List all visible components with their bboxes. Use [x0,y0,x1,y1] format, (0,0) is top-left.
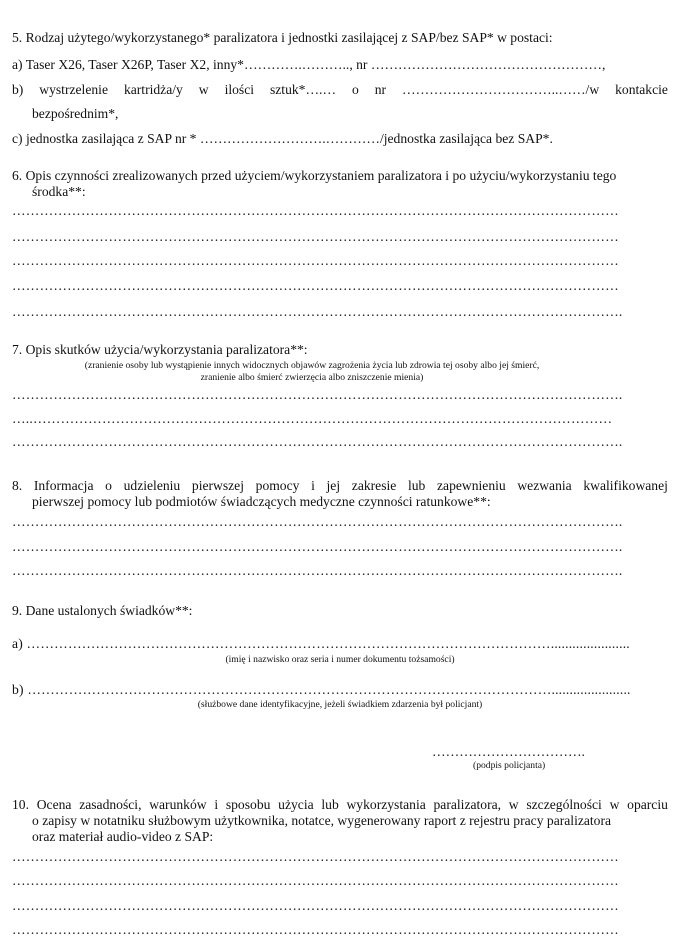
word: Informacja [33,478,94,493]
section-5-item-b [12,82,668,98]
word: wykorzystania [346,797,426,812]
witness-b-line[interactable]: b) ……………………………………………………………………………………………………...................... [12,682,631,697]
word: w [609,797,620,812]
word: lub [321,797,339,812]
answer-line[interactable]: …………………………………………………………………………………………………………………… [12,278,619,293]
answer-line[interactable]: ……………………………………………………………………………………………………………………. [12,514,623,529]
word: zapewnieniu [437,478,506,493]
signature-line[interactable]: ……………………………. [432,744,585,759]
witness-a-caption: (imię i nazwisko oraz seria i numer dokumentu tożsamości) [225,654,455,665]
word: ilości [224,82,255,97]
answer-line[interactable]: …………………………………………………………………………………………………………………… [12,229,619,244]
section-10-heading-line-2: o zapisy w notatniku służbowym użytkownika, notatce, wygenerowany raport z rejestru pracy paralizatora [32,813,612,828]
section-7-heading: 7. Opis skutków użycia/wykorzystania paralizatora**: [12,342,308,357]
word: o [105,478,112,493]
answer-line[interactable]: ……………………………………………………………………………………………………………………. [12,539,623,554]
answer-line[interactable]: …………………………………………………………………………………………………………………… [12,873,619,888]
answer-line[interactable]: ……………………………………………………………………………………………………………………. [12,304,623,319]
word: i [311,478,315,493]
answer-line[interactable]: …..……………………………………………………………………………………………………………… [12,411,613,426]
word: udzieleniu [123,478,181,493]
word: i [214,797,219,812]
answer-line[interactable]: ……………………………………………………………………………………………………………………. [12,387,623,402]
word: oparciu [627,797,668,812]
word: pierwszej [191,478,244,493]
word: pomocy [255,478,300,493]
answer-line[interactable]: …………………………………………………………………………………………………………………… [12,203,619,218]
word: 8. [12,478,23,493]
section-5-item-a: a) Taser X26, Taser X26P, Taser X2, inny*………….……….., nr ……………………………………………, [12,57,606,72]
word: w [508,797,519,812]
word: lub [407,478,426,493]
section-8-heading-line-1 [12,478,668,494]
section-10-heading-line-1 [12,797,668,813]
section-8-heading-line-2: pierwszej pomocy lub podmiotów świadczących medyczne czynności ratunkowe**: [32,494,491,509]
answer-line[interactable]: …………………………………………………………………………………………………………………… [12,253,619,268]
witness-b-caption: (służbowe dane identyfikacyjne, jeżeli świadkiem zdarzenia był policjant) [197,699,483,710]
word: szczególności [526,797,602,812]
section-6-heading-line-2: środka**: [32,184,86,199]
section-5-heading: 5. Rodzaj użytego/wykorzystanego* paralizatora i jednostki zasilającej z SAP/bez SAP* w postaci: [12,30,553,45]
word: paralizatora, [433,797,502,812]
word: zakresie [351,478,397,493]
word: o [352,82,359,97]
word: sposobu [225,797,271,812]
section-10-heading-line-3: oraz materiał audio-video z SAP: [32,829,214,844]
word: wezwania [517,478,572,493]
word: warunków [149,797,207,812]
word: wystrzelenie [39,82,108,97]
word: jej [326,478,341,493]
word: kwalifikowanej [583,478,668,493]
word: ……………………………..……/w [402,82,600,97]
word: 10. [12,797,29,812]
section-7-note-line-2: zranienie albo śmierć zwierzęcia albo zniszczenie mienia) [200,372,424,383]
word: sztuk*….… [269,82,337,97]
word: zasadności, [79,797,142,812]
word: Ocena [36,797,72,812]
section-5-item-b-continuation: bezpośrednim*, [32,106,119,121]
answer-line[interactable]: ……………………………………………………………………………………………………………………. [12,434,623,449]
word: nr [374,82,387,97]
answer-line[interactable]: …………………………………………………………………………………………………………………… [12,922,619,937]
witness-a-line[interactable]: a) ……………………………………………………………………………………………………...................... [12,636,630,651]
word: kontakcie [615,82,668,97]
answer-line[interactable]: …………………………………………………………………………………………………………………… [12,898,619,913]
section-7-note-line-1: (zranienie osoby lub wystąpienie innych widocznych objawów zagrożenia życia lub zdrowia tej osoby albo jej śmierć, [84,360,540,371]
answer-line[interactable]: ……………………………………………………………………………………………………………………. [12,563,623,578]
section-9-heading: 9. Dane ustalonych świadków**: [12,603,193,618]
section-5-item-c: c) jednostka zasilająca z SAP nr * ……………………….…………/jednostka zasilająca bez SAP*. [12,131,553,146]
word: b) [12,82,24,97]
answer-line[interactable]: …………………………………………………………………………………………………………………… [12,849,619,864]
word: użycia [278,797,314,812]
signature-label: (podpis policjanta) [473,760,546,771]
section-6-heading-line-1: 6. Opis czynności zrealizowanych przed użyciem/wykorzystaniem paralizatora i po użyciu/wykorzystaniu tego [12,168,617,183]
word: w [198,82,209,97]
word: kartridża/y [123,82,183,97]
